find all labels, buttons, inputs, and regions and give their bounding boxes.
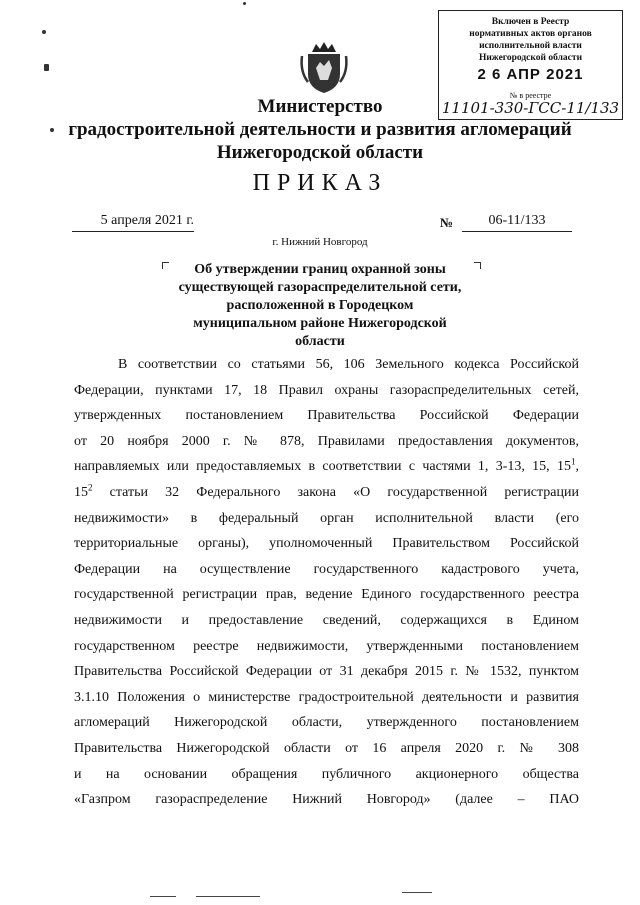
body-line: Федерации на осуществление государственного кадастрового учета, xyxy=(74,561,579,577)
body-line: направляемых или предоставляемых в соответствии с частями 1, 3-13, 15, $15^1$, xyxy=(74,456,579,475)
number-sign: № xyxy=(440,215,454,230)
scan-line xyxy=(150,896,176,897)
superscript-2: 2 xyxy=(88,482,93,493)
body-line: 3.1.10 Положения о министерстве градостроительной деятельности и развития xyxy=(74,689,579,705)
scan-line xyxy=(402,892,432,893)
title-line-5: области xyxy=(295,334,345,349)
body-text xyxy=(74,352,579,813)
stamp-line-4: Нижегородской области xyxy=(478,53,583,63)
scan-speck xyxy=(44,64,49,71)
body-line-text: 15 xyxy=(74,484,88,500)
body-line: Правительства Российской Федерации от 31 декабря 2015 г. № 1532, пунктом xyxy=(74,664,579,680)
ministry-name-line-3: Нижегородской области xyxy=(216,142,424,163)
title-line-3: расположенной в Городецком xyxy=(226,298,414,313)
body-line: Федерации, пунктами 17, 18 Правил охраны газораспределительных сетей, xyxy=(74,382,579,398)
order-title xyxy=(150,261,490,351)
body-line: «Газпром газораспределение Нижний Новгород» (далее – ПАО xyxy=(74,792,579,808)
stamp-date: 2 6 АПР 2021 xyxy=(477,66,584,83)
body-line: Правительства Нижегородской области от 16 апреля 2020 г. № 308 xyxy=(74,740,579,756)
body-line: государственном реестре недвижимости, утвержденными постановлением xyxy=(74,638,579,654)
coat-of-arms-emblem xyxy=(298,38,350,94)
order-number: 06-11/133 xyxy=(462,213,572,232)
scan-line xyxy=(196,896,260,897)
body-line-text: статьи 32 Федерального закона «О государственной регистрации xyxy=(109,484,579,500)
stamp-line-2: нормативных актов органов xyxy=(469,29,592,39)
title-line-4: муниципальном районе Нижегородской xyxy=(193,316,447,331)
body-line: В соответствии со статьями 56, 106 Земельного кодекса Российской xyxy=(118,357,579,372)
body-line xyxy=(74,480,579,506)
stamp-registry-number: 11101-330-ГСС-11/133 xyxy=(441,99,620,117)
document-type-heading: ПРИКАЗ xyxy=(252,170,388,196)
title-line-2: существующей газораспределительной сети, xyxy=(178,280,462,295)
ministry-name-line-1: Министерство xyxy=(257,96,383,117)
order-date: 5 апреля 2021 г. xyxy=(72,213,194,232)
body-line: государственной регистрации прав, ведение Единого государственного реестра xyxy=(74,587,579,603)
stamp-line-1: Включен в Реестр xyxy=(491,17,570,27)
stamp-line-3: исполнительной власти xyxy=(479,41,582,51)
city-name: г. Нижний Новгород xyxy=(272,236,368,248)
superscript-1: 1 xyxy=(571,456,576,467)
scan-speck xyxy=(42,30,46,34)
body-line: территориальные органы), уполномоченный Правительством Российской xyxy=(74,536,579,552)
body-line-text: направляемых или предоставляемых в соответствии с частями 1, 3-13, 15, 15 xyxy=(74,459,571,475)
scan-speck xyxy=(50,128,54,132)
stamp-registry-label: № в реестре xyxy=(509,91,552,100)
title-line-1: Об утверждении границ охранной зоны xyxy=(194,262,446,277)
body-line: агломераций Нижегородской области, утвержденного постановлением xyxy=(74,715,579,731)
body-line: недвижимости и предоставление сведений, содержащихся в Едином xyxy=(74,612,579,628)
ministry-name-line-2: градостроительной деятельности и развития агломераций xyxy=(68,119,572,140)
body-line: от 20 ноября 2000 г. № 878, Правилами предоставления документов, xyxy=(74,433,579,449)
body-line: и на основании обращения публичного акционерного общества xyxy=(74,766,579,782)
body-line: утвержденных постановлением Правительства Российской Федерации xyxy=(74,408,579,424)
body-line: недвижимости» в федеральный орган исполнительной власти (его xyxy=(74,510,579,526)
scan-speck xyxy=(243,2,246,5)
